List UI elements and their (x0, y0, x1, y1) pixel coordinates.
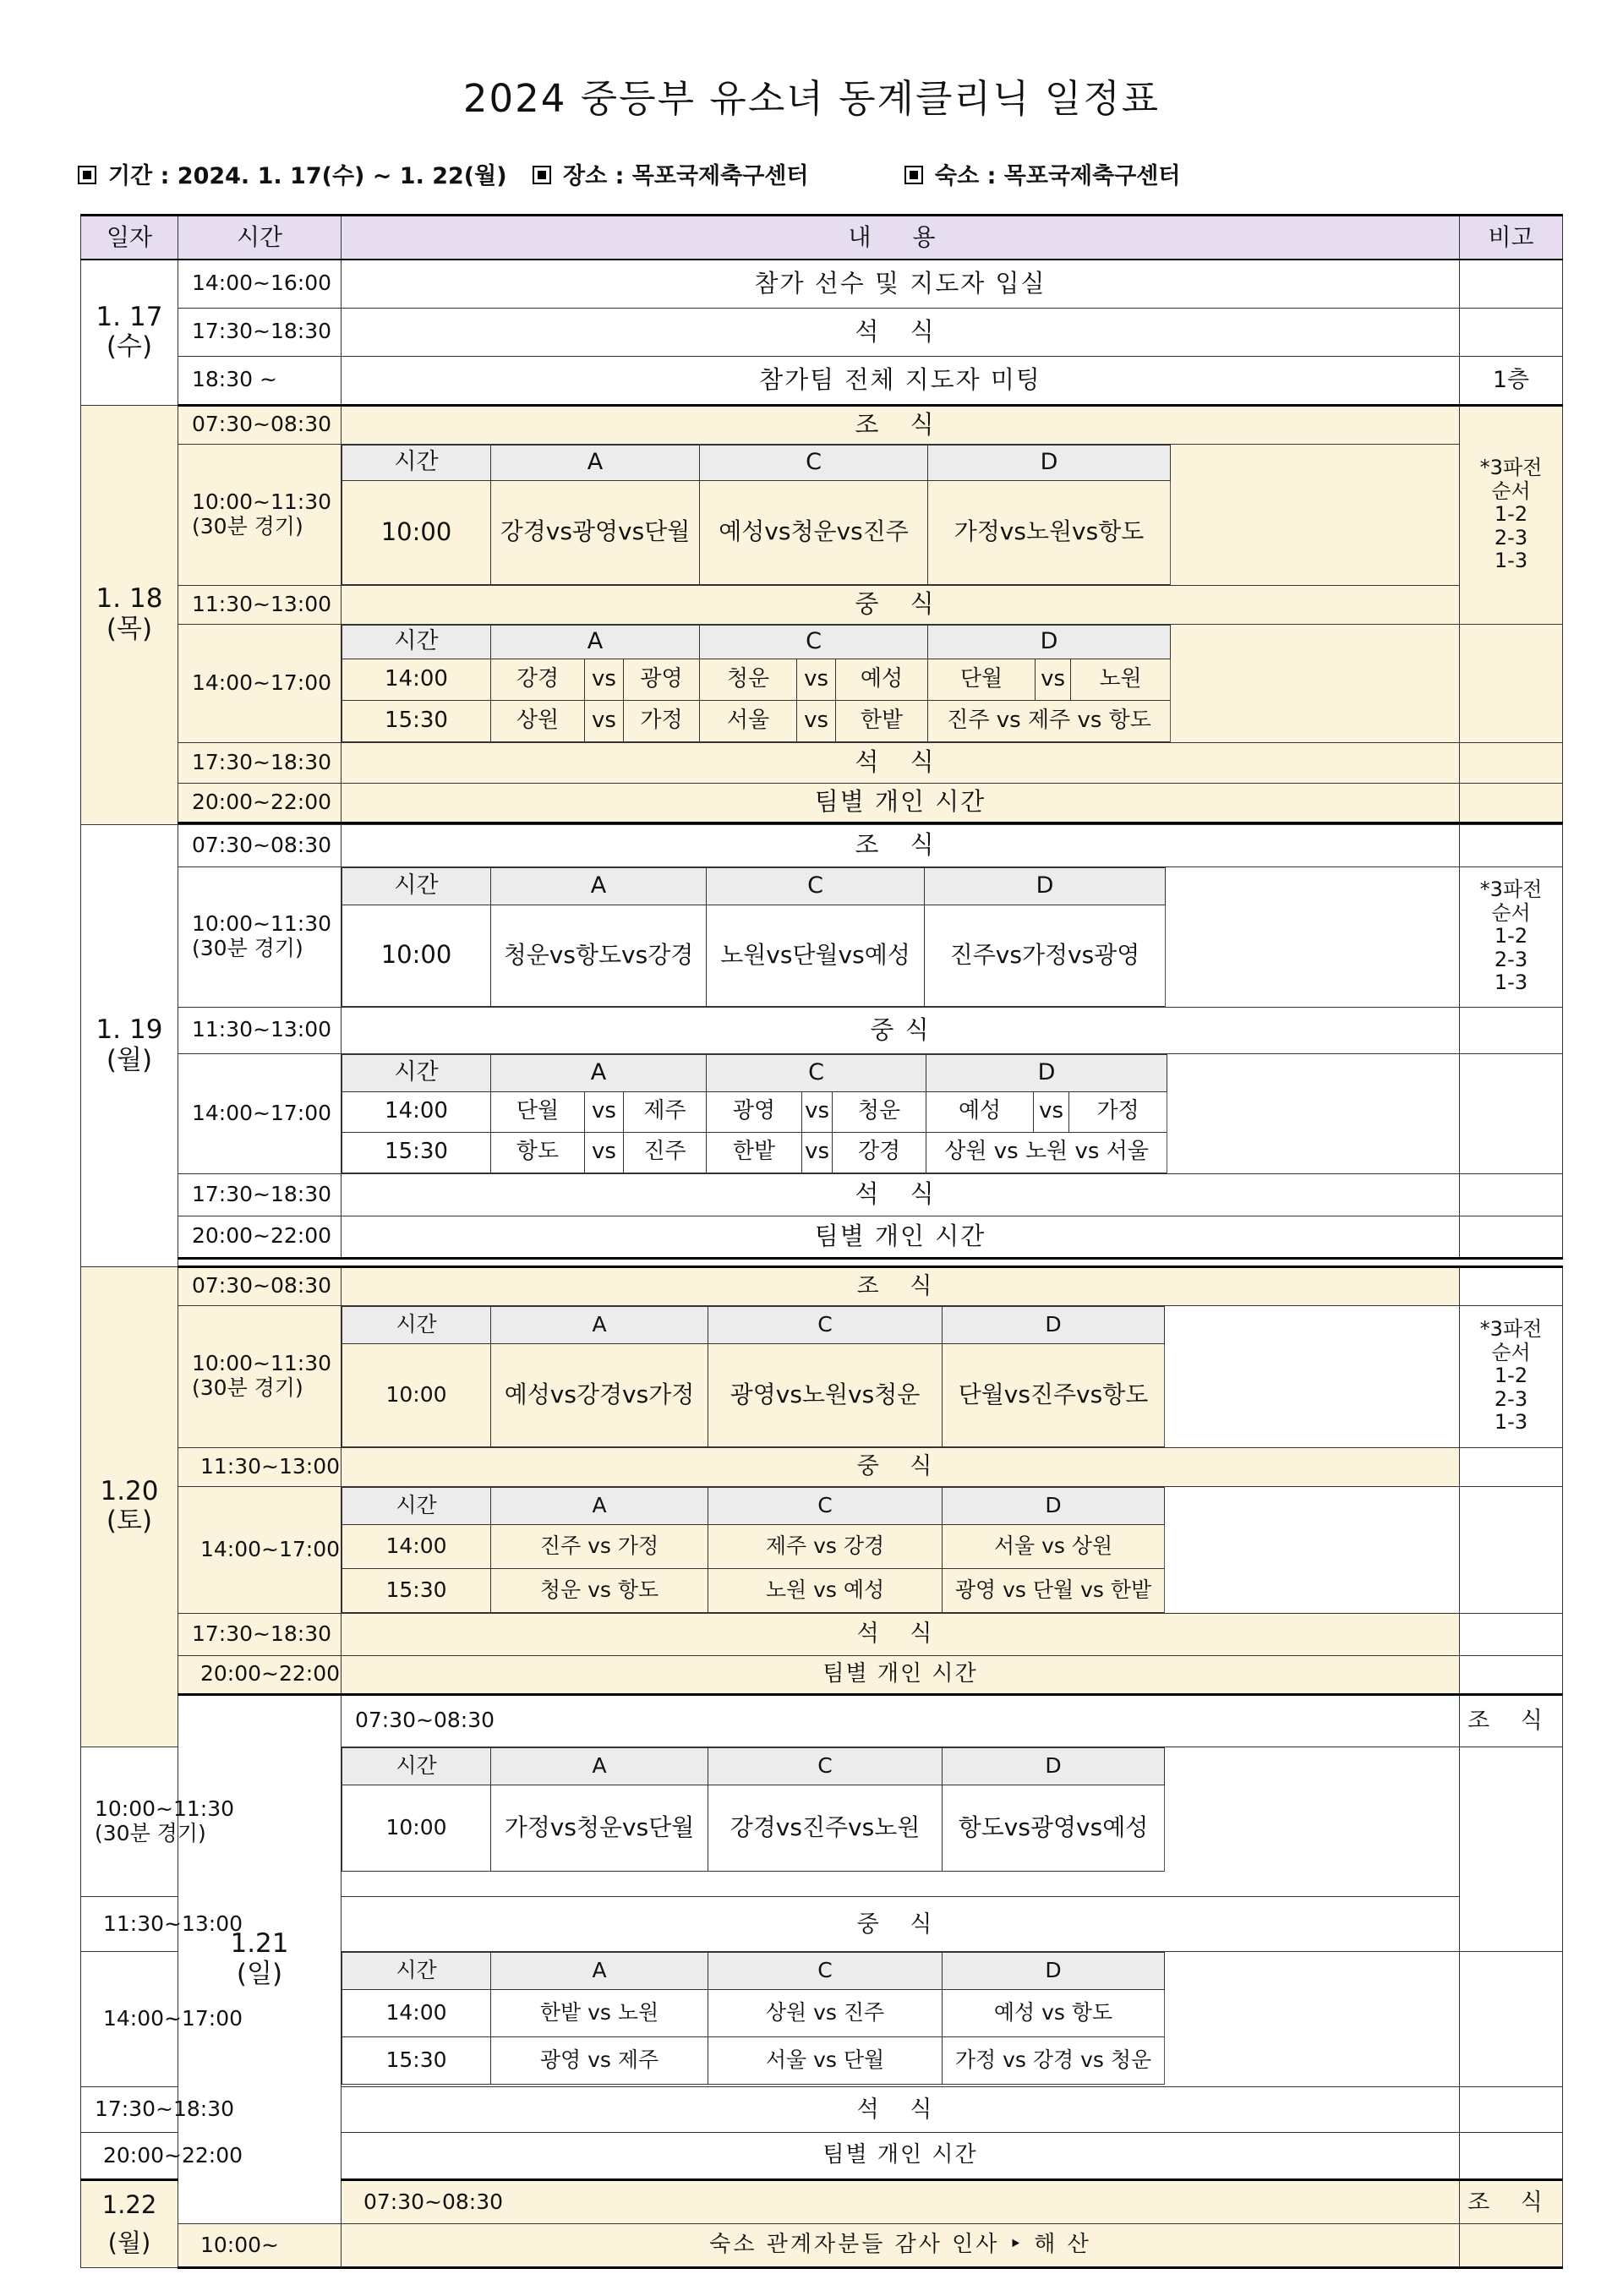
header-time: 시간 (178, 216, 342, 260)
day1-row-2 (81, 308, 1563, 356)
team: 한밭 (707, 1132, 802, 1173)
day3-dinner: 석 식 (342, 1173, 1460, 1216)
day4-note (1460, 1305, 1563, 1447)
empty-cell (1171, 445, 1460, 584)
period-value: 2024. 1. 17(수) ~ 1. 22(월) (177, 163, 507, 189)
header-row (81, 216, 1563, 260)
group-c-match: 광영vs노원vs청운 (708, 1343, 943, 1446)
sub-header-time: 시간 (342, 625, 491, 659)
day2-dinner-time: 17:30~18:30 (178, 742, 342, 783)
sub-header-time: 시간 (342, 1953, 491, 1990)
note-line-4: 2-3 (1494, 947, 1528, 971)
day2-lunch: 중 식 (342, 585, 1460, 624)
group-a-match: 진주 vs 가정 (491, 1524, 708, 1568)
game-time: 15:30 (342, 1568, 491, 1612)
day3-lunch: 중 식 (342, 1007, 1460, 1053)
empty-note (1460, 824, 1563, 866)
lodging-value: 목포국제축구센터 (1003, 163, 1181, 189)
checkbox-icon (533, 166, 551, 184)
vs-label: vs (585, 1132, 624, 1173)
day6-date-cell (81, 2180, 178, 2268)
day5-free: 팀별 개인 시간 (342, 2133, 1460, 2180)
day1-note-1 (1460, 260, 1563, 308)
team: 가정 (1069, 1091, 1167, 1132)
group-a-match: 청운 vs 항도 (491, 1568, 708, 1612)
note-line-5: 1-3 (1494, 1410, 1528, 1435)
empty-cell (1165, 1487, 1460, 1612)
empty-note (1460, 742, 1563, 783)
day6-weekday: (월) (107, 2228, 151, 2258)
day3-date: 1. 19 (96, 1014, 163, 1045)
day6-breakfast-time: 07:30~08:30 (342, 2180, 1460, 2224)
day6-breakfast: 조 식 (1460, 2180, 1563, 2224)
day2-breakfast: 조 식 (342, 405, 1460, 444)
schedule-table (80, 214, 1563, 2269)
day6-date: 1.22 (101, 2190, 157, 2220)
vs-label: vs (1036, 659, 1071, 700)
game-time: 14:00 (342, 1990, 491, 2037)
team: 노원 (1071, 659, 1171, 700)
game-time: 10:00 (342, 905, 491, 1006)
day3-breakfast-time: 07:30~08:30 (178, 824, 342, 866)
day2-afternoon-time: 14:00~17:00 (178, 624, 342, 742)
group-c-header: C (707, 867, 925, 905)
sub-header-time: 시간 (342, 1306, 491, 1343)
day5-dinner: 석 식 (342, 2087, 1460, 2133)
group-a-header: A (491, 1306, 708, 1343)
day3-dinner-time: 17:30~18:30 (178, 1173, 342, 1216)
empty-cell (1165, 1953, 1460, 2085)
day5-morning-time (81, 1747, 235, 1896)
day4-morning-row (81, 1305, 1563, 1447)
group-d-match: 단월vs진주vs항도 (943, 1343, 1165, 1446)
team: 광영 (624, 659, 700, 700)
lodging-label: 숙소 (935, 163, 980, 189)
group-c-match: 제주 vs 강경 (708, 1524, 943, 1568)
day2-morning-row (81, 444, 1563, 585)
empty-note (1460, 1447, 1563, 1486)
group-a-match: 강경vs광영vs단월 (491, 480, 700, 584)
day4-free: 팀별 개인 시간 (342, 1655, 1460, 1694)
day4-afternoon-note (1460, 1486, 1563, 1613)
game-time: 15:30 (342, 2037, 491, 2085)
team: 강경 (833, 1132, 926, 1173)
day4-lunch: 중 식 (342, 1447, 1460, 1486)
day3-afternoon-games (342, 1053, 1460, 1173)
day2-afternoon-row (81, 624, 1563, 742)
day2-afternoon-note (1460, 624, 1563, 742)
day1-date: 1. 17 (96, 301, 163, 332)
period-label: 기간 (108, 163, 153, 189)
vs-label: vs (802, 1132, 833, 1173)
group-d-match: 가정vs노원vs항도 (928, 480, 1171, 584)
page-title: 2024 중등부 유소녀 동계클리닉 일정표 (462, 76, 1161, 121)
group-c-match: 노원vs단월vs예성 (707, 905, 925, 1006)
day2-breakfast-time: 07:30~08:30 (178, 405, 342, 444)
day3-lunch-row (81, 1007, 1563, 1053)
day5-breakfast-time: 07:30~08:30 (342, 1694, 1460, 1747)
day4-weekday: (토) (106, 1506, 153, 1537)
vs-label: vs (585, 1091, 624, 1132)
day2-afternoon-games (342, 624, 1460, 742)
day2-dinner-row (81, 742, 1563, 783)
day1-row-3 (81, 356, 1563, 405)
group-a-match: 광영 vs 제주 (491, 2037, 708, 2085)
game-time: 10:00 (342, 1785, 491, 1871)
day1-content-3: 참가팀 전체 지도자 미팅 (342, 356, 1460, 405)
day5-afternoon-note (1460, 1952, 1563, 2087)
day5-afternoon-time: 14:00~17:00 (81, 1952, 178, 2087)
day4-afternoon-games (342, 1486, 1460, 1613)
group-c-match: 예성vs청운vs진주 (700, 480, 928, 584)
group-d-header: D (943, 1306, 1165, 1343)
day3-afternoon-row (81, 1053, 1563, 1173)
day6-departure-time: 10:00~ (178, 2224, 342, 2268)
vs-label: vs (802, 1091, 833, 1132)
empty-cell (1166, 867, 1460, 1006)
vs-label: vs (585, 659, 624, 700)
group-c-header: C (708, 1487, 943, 1524)
empty-note (1460, 2087, 1563, 2133)
day2-free: 팀별 개인 시간 (342, 783, 1460, 823)
day3-free-row (81, 1216, 1563, 1258)
group-a-match: 한밭 vs 노원 (491, 1990, 708, 2037)
day4-breakfast-row (81, 1266, 1563, 1305)
group-d-header: D (928, 445, 1171, 480)
day5-weekday: (일) (236, 1958, 283, 1989)
day3-afternoon-note (1460, 1053, 1563, 1173)
day3-afternoon-time: 14:00~17:00 (178, 1053, 342, 1173)
group-a-match: 예성vs강경vs가정 (491, 1343, 708, 1446)
day5-lunch-time: 11:30~13:00 (81, 1897, 178, 1952)
day2-free-time: 20:00~22:00 (178, 783, 342, 823)
day3-morning-row (81, 866, 1563, 1007)
period-info: 기간 : 2024. 1. 17(수) ~ 1. 22(월) (78, 157, 507, 190)
day2-weekday: (목) (106, 614, 153, 644)
day5-breakfast-row (81, 1694, 1563, 1747)
day2-dinner: 석 식 (342, 742, 1460, 783)
game-slot: 10:00~11:30 (95, 1796, 235, 1822)
note-line-2: 순서 (1491, 1340, 1531, 1364)
team: 강경 (491, 659, 585, 700)
group-c-header: C (707, 1054, 926, 1091)
day3-date-cell (81, 824, 178, 1266)
day3-free: 팀별 개인 시간 (342, 1216, 1460, 1258)
day2-morning-time (178, 444, 342, 585)
empty-note (1460, 1655, 1563, 1694)
note-line-1: *3파전 (1479, 1317, 1543, 1342)
day1-note-2 (1460, 308, 1563, 356)
header-date: 일자 (81, 216, 178, 260)
group-d-match: 가정 vs 강경 vs 청운 (943, 2037, 1165, 2085)
empty-note (1460, 1613, 1563, 1655)
team: 예성 (926, 1091, 1034, 1132)
group-d-match: 진주vs가정vs광영 (925, 905, 1166, 1006)
team: 진주 (624, 1132, 707, 1173)
empty-note (1460, 1266, 1563, 1305)
day1-row-1 (81, 260, 1563, 308)
empty-note (1460, 1173, 1563, 1216)
note-line-3: 1-2 (1494, 1364, 1528, 1388)
day3-free-time: 20:00~22:00 (178, 1216, 342, 1258)
game-time: 15:30 (342, 700, 491, 741)
day6-departure: 숙소 관계자분들 감사 인사 ‣ 해 산 (342, 2224, 1460, 2268)
group-d-match: 서울 vs 상원 (943, 1524, 1165, 1568)
group-a-match: 가정vs청운vs단월 (491, 1785, 708, 1871)
day1-note-3: 1층 (1460, 356, 1563, 405)
group-c-header: C (708, 1306, 943, 1343)
team: 청운 (700, 659, 797, 700)
sub-header-time: 시간 (342, 1054, 491, 1091)
day3-dinner-row (81, 1173, 1563, 1216)
group-a-header: A (491, 1953, 708, 1990)
day4-morning-games (342, 1305, 1460, 1447)
day1-content-1: 참가 선수 및 지도자 입실 (342, 260, 1460, 308)
day5-lunch: 중 식 (342, 1897, 1460, 1952)
lodging-info: 숙소 : 목포국제축구센터 (904, 157, 1180, 190)
team: 가정 (624, 700, 700, 741)
empty-cell (1165, 1306, 1460, 1446)
day5-afternoon-games (342, 1952, 1460, 2087)
note-line-2: 순서 (1491, 478, 1531, 503)
day1-time-3: 18:30 ~ (178, 356, 342, 405)
checkbox-icon (78, 166, 96, 184)
sub-header-time: 시간 (342, 445, 491, 480)
venue-info: 장소 : 목포국제축구센터 (533, 157, 808, 190)
day1-content-2: 석 식 (342, 308, 1460, 356)
day1-weekday: (수) (106, 331, 153, 363)
game-slot-sub: (30분 경기) (192, 1375, 303, 1400)
empty-note (1460, 2133, 1563, 2180)
group-a-header: A (491, 1054, 707, 1091)
group-c-header: C (700, 625, 928, 659)
group-c-header: C (708, 1747, 943, 1785)
group-d-header: D (925, 867, 1166, 905)
day4-free-time: 20:00~22:00 (178, 1655, 342, 1694)
group-a-header: A (491, 1747, 708, 1785)
team: 제주 (624, 1091, 707, 1132)
team: 광영 (707, 1091, 802, 1132)
group-a-match: 청운vs항도vs강경 (491, 905, 707, 1006)
sub-header-time: 시간 (342, 867, 491, 905)
empty-cell (1165, 1747, 1460, 1871)
day4-dinner-time: 17:30~18:30 (178, 1613, 342, 1655)
game-slot: 10:00~11:30 (192, 489, 332, 514)
game-time: 10:00 (342, 1343, 491, 1446)
day2-breakfast-row (81, 405, 1563, 444)
empty-note (1460, 783, 1563, 823)
team: 항도 (491, 1132, 585, 1173)
day4-dinner-row (81, 1613, 1563, 1655)
empty-cell (1171, 625, 1459, 741)
day3-morning-games (342, 866, 1460, 1007)
day4-morning-time (178, 1305, 342, 1447)
day4-free-row (81, 1655, 1563, 1694)
day4-afternoon-row (81, 1486, 1563, 1613)
day4-lunch-time: 11:30~13:00 (178, 1447, 342, 1486)
day5-free-time: 20:00~22:00 (81, 2133, 178, 2180)
venue-value: 목포국제축구센터 (631, 163, 809, 189)
game-slot: 10:00~11:30 (192, 1351, 332, 1376)
vs-label: vs (797, 659, 836, 700)
game-slot-sub: (30분 경기) (192, 513, 303, 538)
note-line-5: 1-3 (1494, 549, 1528, 573)
team: 청운 (833, 1091, 926, 1132)
game-slot-sub: (30분 경기) (95, 1821, 206, 1846)
day3-lunch-time: 11:30~13:00 (178, 1007, 342, 1053)
group-d-header: D (943, 1953, 1165, 1990)
day2-date: 1. 18 (96, 583, 163, 615)
day4-breakfast-time: 07:30~08:30 (178, 1266, 342, 1305)
day3-breakfast-row (81, 824, 1563, 866)
note-line-4: 2-3 (1494, 1386, 1528, 1411)
day3-breakfast: 조 식 (342, 824, 1460, 866)
header-note: 비고 (1460, 216, 1563, 260)
group-d-match: 예성 vs 항도 (943, 1990, 1165, 2037)
day4-date: 1.20 (100, 1475, 159, 1506)
group-a-header: A (491, 1487, 708, 1524)
empty-cell (1167, 1054, 1459, 1173)
day5-dinner-time: 17:30~18:30 (81, 2087, 178, 2133)
sub-header-time: 시간 (342, 1487, 491, 1524)
team: 예성 (836, 659, 928, 700)
group-c-match: 강경vs진주vs노원 (708, 1785, 943, 1871)
team: 서울 (700, 700, 797, 741)
day4-dinner: 석 식 (342, 1613, 1460, 1655)
note-line-5: 1-3 (1494, 970, 1528, 995)
day3-morning-time (178, 866, 342, 1007)
game-time: 14:00 (342, 1524, 491, 1568)
group-d-header: D (928, 625, 1171, 659)
game-slot-sub: (30분 경기) (192, 936, 303, 960)
day2-morning-games (342, 444, 1460, 585)
day4-lunch-row (81, 1447, 1563, 1486)
empty-note (1460, 1007, 1563, 1053)
game-time: 10:00 (342, 480, 491, 584)
empty-note (1460, 1216, 1563, 1258)
game-slot: 10:00~11:30 (192, 911, 332, 937)
checkbox-icon (904, 166, 923, 184)
group-d-match: 상원 vs 노원 vs 서울 (926, 1132, 1167, 1173)
game-time: 14:00 (342, 659, 491, 700)
group-c-match: 상원 vs 진주 (708, 1990, 943, 2037)
header-content: 내 용 (342, 216, 1460, 260)
team: 단월 (928, 659, 1036, 700)
empty-note (1460, 2224, 1563, 2268)
venue-label: 장소 (563, 163, 608, 189)
group-c-match: 노원 vs 예성 (708, 1568, 943, 1612)
group-d-header: D (943, 1487, 1165, 1524)
team: 상원 (491, 700, 585, 741)
day3-weekday: (월) (106, 1044, 153, 1075)
day4-date-cell (81, 1266, 178, 1747)
sub-header-time: 시간 (342, 1747, 491, 1785)
group-d-header: D (926, 1054, 1167, 1091)
note-line-1: *3파전 (1479, 877, 1543, 902)
note-line-3: 1-2 (1494, 924, 1528, 948)
day2-lunch-time: 11:30~13:00 (178, 585, 342, 624)
day1-time-2: 17:30~18:30 (178, 308, 342, 356)
vs-label: vs (797, 700, 836, 741)
game-time: 15:30 (342, 1132, 491, 1173)
day4-breakfast: 조 식 (342, 1266, 1460, 1305)
group-a-header: A (491, 445, 700, 480)
group-d-match: 항도vs광영vs예성 (943, 1785, 1165, 1871)
day5-morning-games (342, 1747, 1460, 1896)
day5-breakfast: 조 식 (1460, 1694, 1563, 1747)
group-c-header: C (708, 1953, 943, 1990)
group-d-match: 진주 vs 제주 vs 항도 (928, 700, 1171, 741)
group-d-header: D (943, 1747, 1165, 1785)
group-d-match: 광영 vs 단월 vs 한밭 (943, 1568, 1165, 1612)
day2-date-cell (81, 405, 178, 824)
note-line-2: 순서 (1491, 900, 1531, 925)
day6-departure-row (81, 2224, 1563, 2268)
note-line-1: *3파전 (1479, 456, 1543, 480)
day2-lunch-row (81, 585, 1563, 624)
game-time: 14:00 (342, 1091, 491, 1132)
vs-label: vs (585, 700, 624, 741)
day3-note (1460, 866, 1563, 1007)
group-c-header: C (700, 445, 928, 480)
group-a-header: A (491, 625, 700, 659)
team: 한밭 (836, 700, 928, 741)
vs-label: vs (1034, 1091, 1069, 1132)
group-a-header: A (491, 867, 707, 905)
day1-time-1: 14:00~16:00 (178, 260, 342, 308)
day1-date-cell (81, 260, 178, 405)
day2-free-row (81, 783, 1563, 823)
group-c-match: 서울 vs 단월 (708, 2037, 943, 2085)
day2-note (1460, 405, 1563, 624)
day5-date: 1.21 (230, 1928, 289, 1960)
day4-afternoon-time: 14:00~17:00 (178, 1486, 342, 1613)
team: 단월 (491, 1091, 585, 1132)
note-line-3: 1-2 (1494, 502, 1528, 527)
note-line-4: 2-3 (1494, 525, 1528, 549)
